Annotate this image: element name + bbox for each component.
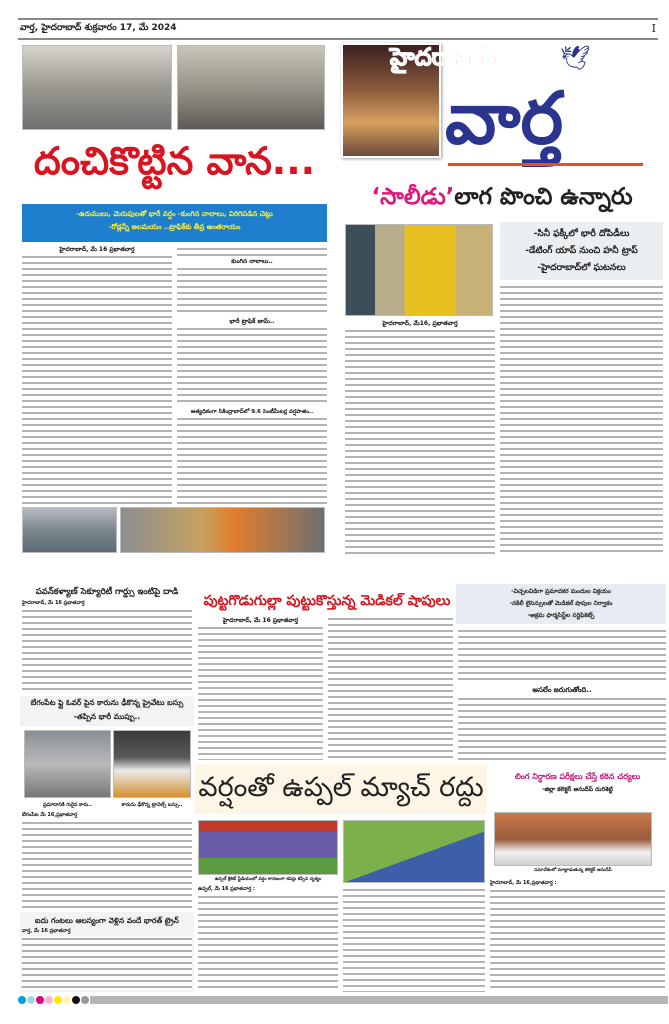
rain-photo-1 (22, 45, 172, 130)
page-header (18, 18, 658, 40)
lead-body-text (177, 326, 327, 406)
car-caption: ప్రమాదానికి గురైన కారు.. (42, 802, 93, 808)
uppal-dateline: ఉప్పల్, మే 16 ప్రభాతవార్త : (198, 886, 256, 892)
gender-byline: -జిల్లా కలెక్టర్ అనుదీప్ దురిశెట్టి (542, 786, 613, 793)
masthead-top: హైదరాబాద్ (390, 43, 497, 71)
masthead-logo: వార్త (445, 76, 564, 160)
gender-caption: సమావేశంలో మాట్లాడుతున్న కలెక్టర్ అనుదీప్ (534, 868, 612, 873)
uppal-caption: ఉప్పల్ క్రికెట్ స్టేడియంలో వర్షం కారణంగా కవర్లు కప్పిన దృశ్యం (214, 877, 322, 882)
medical-subhead: -నకిలీ లైసెన్సులతో మెడికల్ షాపుల నిర్వాకం (509, 600, 613, 607)
honey-subhead: -సినీ ఫక్కీలో భారీ దోపిడీలు (533, 229, 630, 239)
gender-headline: లింగ నిర్ధారణ పరీక్షలు చేస్తే కఠిన చర్యలు (514, 772, 641, 781)
medical-body-text (458, 696, 666, 760)
covered-pitch-photo (198, 820, 338, 875)
masthead-rule (448, 163, 643, 166)
color-registration-bar (18, 996, 668, 1004)
vande-headline: ఐదు గంటలు ఆలస్యంగా వెళ్లిన వందే భారత్ ట్రైన్ (35, 916, 179, 925)
lead-body-text (177, 266, 327, 316)
lead-dateline: హైదరాబాద్, మే 16 ప్రభాతవార్త (59, 246, 135, 253)
pawan-body-text (22, 608, 192, 692)
lead-subhead-box (22, 204, 327, 242)
medical-body-text (458, 628, 666, 683)
pawan-headline: పవన్‌కళ్యాణ్ సెక్యూరిటీ గార్డ్సు ఇంటిపై దాడి (35, 587, 179, 597)
lead-subhead: -ఉరుములు, మెరుపులతో భారీ వర్షం -కుంగిన నాలాలు, విరిగిపడిన చెట్లు (76, 210, 273, 218)
lead-subhead: -రోడ్లన్నీ జలమయం ..ట్రాఫిక్‌కు తీవ్ర అంతరాయం (108, 223, 241, 231)
lead-body-text (22, 254, 172, 504)
begumpet-body-text (22, 820, 192, 912)
medical-body-text (198, 625, 323, 760)
lead-body-text (177, 416, 327, 504)
honey-subhead-box (500, 222, 663, 280)
gender-dateline: హైదరాబాద్, మే 16,ప్రభాతవార్త : (490, 880, 557, 886)
uppal-body-text (198, 894, 338, 992)
begumpet-dateline: బేగంపేట మే 16,ప్రభాతవార్త (22, 812, 78, 818)
lead-body-text (177, 246, 327, 256)
medical-subhead: -అక్రమ ఫార్మసిస్ట్‌ల సర్టిఫికెట్స్ (527, 612, 595, 619)
roller-photo (343, 820, 485, 883)
medical-section-heading: అసలేం జరుగుతోంది.. (532, 686, 592, 694)
uppal-body-text (343, 887, 485, 992)
honey-headline-highlight: ‘సాలీడు’ (371, 184, 455, 210)
bus-caption: కారును ఢీకొన్న ట్రావెల్స్ బస్సు.. (121, 802, 183, 808)
begumpet-box (20, 696, 194, 726)
medical-dateline: హైదరాబాద్, మే 16 ప్రభాతవార్త (222, 617, 299, 624)
honey-body-text (345, 328, 495, 554)
collector-meeting-photo (494, 812, 652, 866)
dove-icon: 🕊 (560, 44, 591, 72)
honey-illustration (345, 224, 493, 316)
pawan-dateline: హైదరాబాద్, మే 16 ప్రభాతవార్త (22, 600, 85, 606)
begumpet-headline: బేగంపేట ఫ్లై ఓవర్ పైన కారును ఢీకొన్న ప్రైవేటు బస్సు (30, 698, 184, 707)
page-marker: I (651, 22, 656, 35)
traffic-photo (120, 507, 325, 553)
medical-subhead: -విచ్చలవిడిగా ప్రమాదకర మందుల విక్రయం (511, 588, 611, 595)
damaged-car-photo (24, 730, 111, 798)
vande-box (20, 912, 194, 992)
lead-headline: దంచికొట్టిన వాన... (33, 139, 316, 183)
uppal-headline: వర్షంతో ఉప్పల్ మ్యాచ్ రద్దు (198, 772, 484, 803)
begumpet-subheadline: -తప్పిన భారీ ముప్పు.. (73, 712, 141, 721)
honey-subhead: -హైదరాబాద్‌లో ఘటనలు (537, 263, 626, 273)
lead-section-heading: అత్యధికంగా సికింద్రాబాద్‌లో 9.6 సెంటీమీటర్ల వర్షపాతం.. (190, 409, 314, 415)
flooded-road-photo (22, 507, 117, 553)
lead-section-heading: కుంగిన నాలాలు.. (231, 258, 273, 265)
bus-photo (113, 730, 191, 798)
honey-headline-rest: లాగ పొంచి ఉన్నారు (454, 184, 633, 210)
honey-dateline: హైదరాబాద్, మే16, ప్రభాతవార్త (382, 320, 458, 327)
honey-body-text (500, 284, 663, 554)
lead-section-heading: భారీ ట్రాఫిక్ జామ్.. (229, 318, 275, 325)
medical-headline: పుట్టగొడుగుల్లా పుట్టుకొస్తున్న మెడికల్ షాపులు (203, 593, 451, 609)
vande-body-text (22, 936, 192, 990)
header-dateline: వార్త, హైదరాబాద్ శుక్రవారం 17, మే 2024 (20, 23, 177, 33)
gender-body-text (490, 888, 665, 992)
honey-headline (338, 180, 666, 214)
honey-subhead: -డేటింగ్ యాప్ నుంచి హనీ ట్రాప్ (525, 246, 638, 256)
rain-photo-2 (177, 45, 325, 130)
vande-dateline: వార్త, మే 16 ప్రభాతవార్త (22, 928, 71, 934)
medical-subhead-box (456, 584, 666, 624)
medical-body-text (328, 616, 453, 760)
